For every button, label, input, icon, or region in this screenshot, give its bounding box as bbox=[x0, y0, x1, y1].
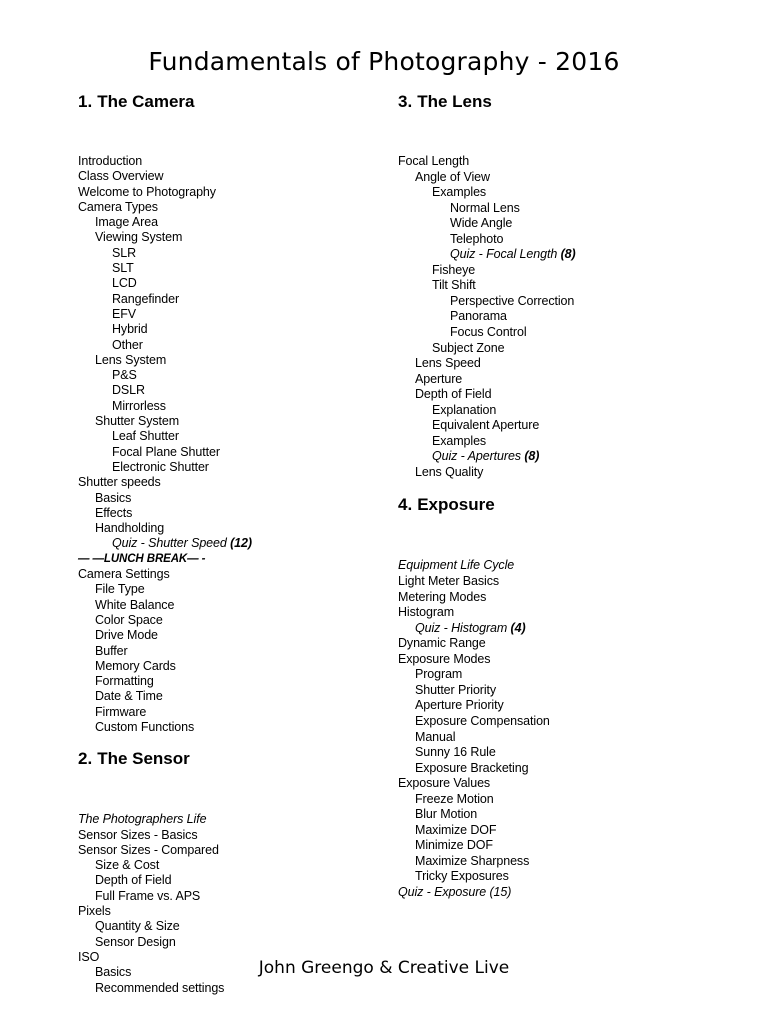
outline-item-text: Maximize Sharpness bbox=[415, 853, 530, 868]
outline-item-text: Exposure Modes bbox=[398, 651, 491, 666]
outline-item-text: Sensor Sizes - Basics bbox=[78, 827, 198, 842]
outline-item bbox=[398, 652, 738, 668]
section-camera bbox=[78, 92, 398, 735]
outline-item-text: Leaf Shutter bbox=[112, 429, 179, 444]
outline-item-text: Basics bbox=[95, 965, 132, 980]
section-number: 1. bbox=[78, 92, 93, 111]
outline-item-text: Camera Settings bbox=[78, 567, 170, 582]
outline-item-text: SLR bbox=[112, 245, 137, 260]
outline-item-text: Metering Modes bbox=[398, 589, 487, 604]
outline-item-text: Focus Control bbox=[450, 325, 527, 340]
outline-item bbox=[398, 294, 738, 310]
outline-item-text: Formatting bbox=[95, 674, 154, 689]
outline-item-text: Quiz - Exposure (15) bbox=[398, 884, 512, 899]
outline-item bbox=[78, 674, 398, 689]
outline-item-text: Hybrid bbox=[112, 322, 148, 337]
outline-item bbox=[78, 399, 398, 414]
outline-item bbox=[78, 904, 398, 919]
section-title: The Camera bbox=[97, 92, 195, 111]
outline-item-text: Wide Angle bbox=[450, 216, 513, 231]
outline-item-text: Quantity & Size bbox=[95, 919, 180, 934]
outline-item bbox=[78, 659, 398, 674]
outline-item bbox=[398, 341, 738, 357]
outline-item bbox=[398, 761, 738, 777]
outline-item-text: EFV bbox=[112, 306, 137, 321]
outline-item-text: Basics bbox=[95, 490, 132, 505]
section-heading-sensor bbox=[78, 749, 398, 769]
outline-item-text: Freeze Motion bbox=[415, 791, 494, 806]
outline-item-text: ISO bbox=[78, 949, 100, 964]
outline-item bbox=[398, 869, 738, 885]
outline-item bbox=[78, 628, 398, 643]
outline-item bbox=[78, 261, 398, 276]
outline-item bbox=[398, 683, 738, 699]
outline-item-text: Dynamic Range bbox=[398, 636, 486, 651]
outline-item-text: Other bbox=[112, 337, 143, 352]
outline-item-text: Explanation bbox=[432, 402, 497, 417]
outline-item-text: Class Overview bbox=[78, 169, 164, 184]
outline-item-text: Depth of Field bbox=[95, 873, 172, 888]
section-number: 2. bbox=[78, 749, 93, 769]
outline-item-text: Date & Time bbox=[95, 689, 163, 704]
outline-item bbox=[398, 574, 738, 590]
outline-item bbox=[398, 823, 738, 839]
quiz-item bbox=[398, 621, 738, 637]
outline-item-text: Lens Quality bbox=[415, 464, 484, 479]
outline-item bbox=[398, 636, 738, 652]
outline-item-text: Viewing System bbox=[95, 230, 183, 245]
outline-item bbox=[398, 372, 738, 388]
section-heading-camera bbox=[78, 92, 398, 112]
outline-item-text: Color Space bbox=[95, 612, 163, 627]
break-item bbox=[78, 552, 398, 567]
outline-item bbox=[78, 338, 398, 353]
outline-item-text: Sunny 16 Rule bbox=[415, 745, 496, 760]
outline-item bbox=[78, 935, 398, 950]
outline-item bbox=[398, 185, 738, 201]
outline-item-text: Panorama bbox=[450, 309, 507, 324]
outline-item-text: The Photographers Life bbox=[78, 812, 207, 827]
outline-item bbox=[78, 353, 398, 368]
outline-item bbox=[78, 475, 398, 490]
outline-item bbox=[398, 387, 738, 403]
outline-list-camera bbox=[78, 154, 398, 735]
quiz-question-count: (12) bbox=[230, 536, 252, 551]
outline-item-text: Manual bbox=[415, 729, 456, 744]
outline-item bbox=[398, 605, 738, 621]
outline-item bbox=[78, 246, 398, 261]
outline-item bbox=[78, 445, 398, 460]
outline-item bbox=[398, 885, 738, 901]
outline-item bbox=[78, 491, 398, 506]
outline-item bbox=[78, 215, 398, 230]
outline-item bbox=[398, 201, 738, 217]
outline-item-text: Equipment Life Cycle bbox=[398, 558, 515, 573]
outline-item-text: Lens System bbox=[95, 352, 167, 367]
outline-item bbox=[78, 613, 398, 628]
outline-list-exposure bbox=[398, 558, 738, 900]
outline-item-text: Program bbox=[415, 667, 463, 682]
outline-item bbox=[398, 558, 738, 574]
quiz-item bbox=[78, 536, 398, 551]
outline-item-text: Effects bbox=[95, 505, 133, 520]
outline-item bbox=[398, 232, 738, 248]
outline-item-text: Exposure Values bbox=[398, 776, 491, 791]
outline-item bbox=[78, 598, 398, 613]
left-column bbox=[78, 92, 398, 996]
outline-item bbox=[398, 263, 738, 279]
outline-list-lens bbox=[398, 154, 738, 480]
outline-item-text: Shutter Priority bbox=[415, 682, 497, 697]
outline-item bbox=[398, 854, 738, 870]
outline-item bbox=[78, 919, 398, 934]
outline-item bbox=[78, 230, 398, 245]
outline-item-text: Buffer bbox=[95, 643, 128, 658]
outline-item-text: Shutter System bbox=[95, 414, 180, 429]
page-title: Fundamentals of Photography - 2016 bbox=[148, 47, 620, 76]
outline-item bbox=[78, 414, 398, 429]
outline-item-text: — —LUNCH BREAK— - bbox=[78, 552, 206, 565]
outline-item-text: Image Area bbox=[95, 215, 158, 230]
outline-item bbox=[78, 843, 398, 858]
outline-item bbox=[398, 325, 738, 341]
outline-item bbox=[78, 307, 398, 322]
outline-item bbox=[398, 278, 738, 294]
outline-item-text: Perspective Correction bbox=[450, 293, 575, 308]
outline-item-text: Handholding bbox=[95, 521, 165, 536]
outline-item-text: Introduction bbox=[78, 154, 143, 168]
outline-item-text: Minimize DOF bbox=[415, 838, 493, 853]
outline-item-text: Quiz - Shutter Speed bbox=[112, 536, 227, 551]
outline-item bbox=[398, 730, 738, 746]
outline-item bbox=[398, 714, 738, 730]
outline-item bbox=[398, 838, 738, 854]
outline-item-text: Drive Mode bbox=[95, 628, 158, 643]
outline-item-text: Quiz - Histogram bbox=[415, 620, 508, 635]
section-lens bbox=[398, 92, 738, 480]
outline-item bbox=[398, 309, 738, 325]
outline-item-text: Firmware bbox=[95, 704, 147, 719]
page-footer: John Greengo & Creative Live bbox=[258, 958, 510, 978]
quiz-question-count: (8) bbox=[560, 247, 576, 262]
outline-item bbox=[398, 434, 738, 450]
outline-item bbox=[78, 154, 398, 169]
outline-item bbox=[78, 689, 398, 704]
section-number: 3. bbox=[398, 92, 413, 111]
outline-item bbox=[398, 154, 738, 170]
quiz-item bbox=[398, 247, 738, 263]
outline-item bbox=[78, 858, 398, 873]
outline-item-text: Examples bbox=[432, 185, 487, 200]
outline-item-text: Light Meter Basics bbox=[398, 574, 500, 589]
outline-item-text: SLT bbox=[112, 261, 134, 276]
outline-item bbox=[78, 705, 398, 720]
outline-item-text: Pixels bbox=[78, 904, 111, 919]
outline-item-text: Mirrorless bbox=[112, 398, 166, 413]
quiz-question-count: (8) bbox=[524, 449, 540, 464]
outline-item-text: Focal Plane Shutter bbox=[112, 444, 220, 459]
outline-item bbox=[398, 590, 738, 606]
outline-item bbox=[78, 521, 398, 536]
section-number: 4. bbox=[398, 495, 413, 515]
outline-item bbox=[78, 720, 398, 735]
outline-item-text: Telephoto bbox=[450, 231, 504, 246]
outline-item-text: Exposure Compensation bbox=[415, 713, 550, 728]
outline-item-text: Welcome to Photography bbox=[78, 184, 216, 199]
outline-item-text: Full Frame vs. APS bbox=[95, 888, 201, 903]
quiz-question-count: (4) bbox=[510, 620, 526, 635]
outline-item bbox=[78, 812, 398, 827]
outline-item bbox=[78, 276, 398, 291]
outline-item-text: Focal Length bbox=[398, 154, 470, 168]
outline-item-text: Lens Speed bbox=[415, 356, 481, 371]
outline-item-text: Examples bbox=[432, 433, 487, 448]
outline-item bbox=[398, 418, 738, 434]
outline-item bbox=[398, 776, 738, 792]
outline-item bbox=[398, 465, 738, 481]
outline-item bbox=[78, 873, 398, 888]
section-title: The Lens bbox=[417, 92, 492, 111]
outline-item-text: Angle of View bbox=[415, 169, 490, 184]
outline-item bbox=[398, 745, 738, 761]
outline-item-text: Shutter speeds bbox=[78, 475, 161, 490]
section-heading-lens bbox=[398, 92, 738, 112]
outline-item-text: Sensor Design bbox=[95, 934, 176, 949]
outline-item bbox=[398, 170, 738, 186]
outline-item-text: Normal Lens bbox=[450, 200, 520, 215]
outline-item bbox=[78, 292, 398, 307]
outline-item-text: Tricky Exposures bbox=[415, 869, 509, 884]
outline-item-text: LCD bbox=[112, 276, 137, 291]
outline-item-text: Custom Functions bbox=[95, 719, 195, 734]
outline-item bbox=[78, 506, 398, 521]
outline-item bbox=[78, 644, 398, 659]
section-heading-exposure bbox=[398, 495, 738, 515]
outline-item-text: File Type bbox=[95, 582, 145, 597]
outline-item-text: P&S bbox=[112, 368, 137, 383]
outline-item bbox=[398, 216, 738, 232]
outline-item-text: Equivalent Aperture bbox=[432, 418, 540, 433]
outline-item-text: Depth of Field bbox=[415, 387, 492, 402]
outline-item-text: Sensor Sizes - Compared bbox=[78, 842, 219, 857]
outline-item-text: DSLR bbox=[112, 383, 145, 398]
outline-item-text: Blur Motion bbox=[415, 807, 478, 822]
section-title: The Sensor bbox=[97, 749, 190, 769]
outline-item bbox=[78, 460, 398, 475]
outline-item-text: Quiz - Apertures bbox=[432, 449, 521, 464]
outline-item bbox=[398, 807, 738, 823]
outline-item bbox=[78, 185, 398, 200]
outline-item bbox=[78, 889, 398, 904]
outline-item-text: Fisheye bbox=[432, 262, 476, 277]
outline-item-text: Quiz - Focal Length bbox=[450, 247, 558, 262]
outline-item-text: Histogram bbox=[398, 605, 455, 620]
outline-item bbox=[78, 383, 398, 398]
outline-item bbox=[78, 368, 398, 383]
outline-item bbox=[398, 356, 738, 372]
outline-item-text: Memory Cards bbox=[95, 658, 176, 673]
outline-item bbox=[78, 429, 398, 444]
outline-item bbox=[78, 200, 398, 215]
outline-item-text: Maximize DOF bbox=[415, 822, 497, 837]
outline-item-text: White Balance bbox=[95, 597, 175, 612]
outline-item-text: Subject Zone bbox=[432, 340, 505, 355]
outline-item bbox=[398, 403, 738, 419]
outline-item-text: Aperture Priority bbox=[415, 698, 504, 713]
outline-item bbox=[398, 698, 738, 714]
outline-item-text: Rangefinder bbox=[112, 291, 180, 306]
section-title: Exposure bbox=[417, 495, 495, 515]
outline-item-text: Camera Types bbox=[78, 199, 158, 214]
outline-item bbox=[398, 667, 738, 683]
outline-item-text: Recommended settings bbox=[95, 980, 225, 995]
outline-item-text: Aperture bbox=[415, 371, 463, 386]
outline-item bbox=[78, 828, 398, 843]
outline-item-text: Tilt Shift bbox=[432, 278, 476, 293]
outline-item bbox=[398, 792, 738, 808]
quiz-item bbox=[398, 449, 738, 465]
outline-item-text: Electronic Shutter bbox=[112, 459, 209, 474]
outline-item-text: Exposure Bracketing bbox=[415, 760, 529, 775]
outline-item bbox=[78, 169, 398, 184]
outline-item bbox=[78, 582, 398, 597]
outline-item-text: Size & Cost bbox=[95, 858, 160, 873]
outline-item bbox=[78, 322, 398, 337]
section-exposure bbox=[398, 495, 738, 900]
right-column bbox=[398, 92, 738, 901]
outline-item bbox=[78, 567, 398, 582]
outline-item bbox=[78, 981, 398, 996]
